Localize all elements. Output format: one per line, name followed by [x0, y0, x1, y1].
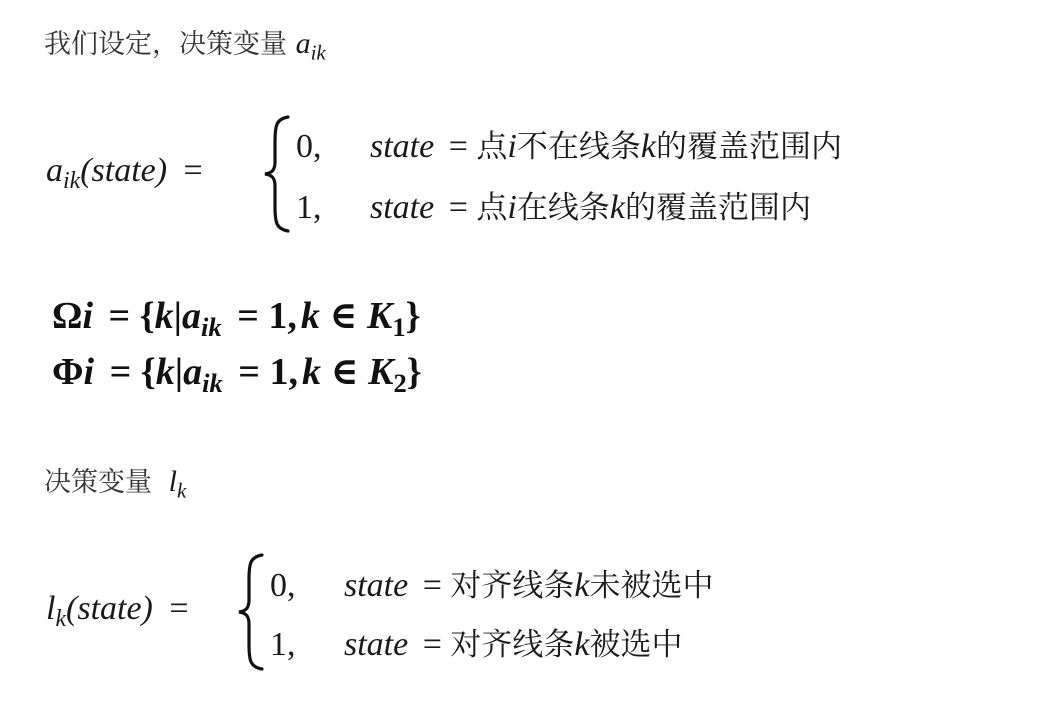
- eq-a-lhs: $a_{ik}(state)$ =: [46, 152, 203, 195]
- intro2-paragraph: [44, 460, 187, 503]
- eq-l-case-1: 1, state = 对齐线条k被选中: [270, 626, 683, 663]
- eq-l-case-0: 0, state = 对齐线条k未被选中: [270, 567, 714, 604]
- eq-l-lhs: $l_k(state)$ =: [46, 590, 189, 633]
- equation-phi: $\Phi i = \{k|a_{ik} = 1$, k ∈ $K_2$}: [52, 351, 422, 398]
- equation-omega: $\Omega i = \{k|a_{ik} = 1$, k ∈ $K_1$}: [52, 295, 421, 342]
- left-brace-l: [236, 552, 266, 672]
- intro2-text: 决策变量: [44, 467, 152, 498]
- intro-text: 我们设定，决策变量: [44, 29, 287, 60]
- left-brace-a: [262, 114, 292, 234]
- eq-a-case-0: 0, state = 点i不在线条k的覆盖范围内: [296, 128, 842, 165]
- intro-paragraph: [44, 22, 326, 65]
- intro-variable: $a_{ik}$: [295, 27, 326, 65]
- eq-a-case-1: 1, state = 点i在线条k的覆盖范围内: [296, 189, 811, 226]
- intro2-variable: $l_k$: [168, 465, 187, 503]
